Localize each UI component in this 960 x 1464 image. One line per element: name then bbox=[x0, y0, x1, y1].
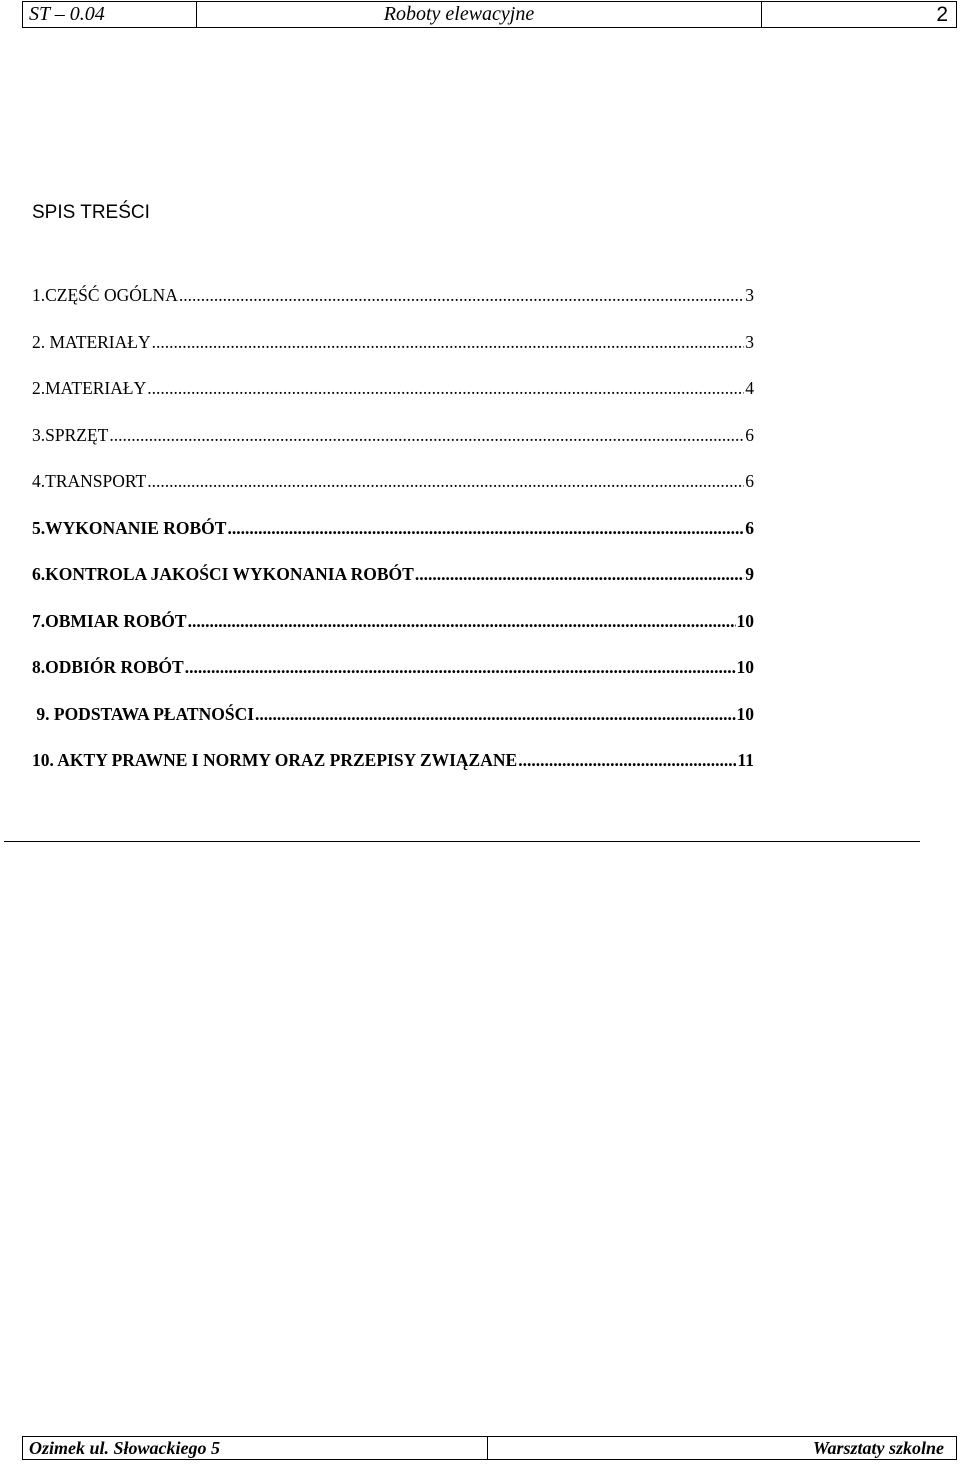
toc-entry[interactable] bbox=[32, 563, 754, 610]
dot-leader bbox=[109, 424, 744, 446]
footer-address: Ozimek ul. Słowackiego 5 bbox=[23, 1437, 488, 1459]
toc-entry-page: 6 bbox=[745, 471, 754, 491]
page-footer bbox=[22, 1436, 957, 1460]
toc-entry-label: 2.MATERIAŁY bbox=[32, 378, 147, 398]
dot-leader bbox=[147, 377, 744, 399]
toc-entry[interactable] bbox=[32, 331, 754, 378]
toc-entry-page: 3 bbox=[745, 285, 754, 305]
page-number: 2 bbox=[936, 2, 948, 26]
toc-entry[interactable] bbox=[32, 703, 754, 750]
table-of-contents bbox=[32, 284, 754, 796]
dot-leader bbox=[518, 749, 736, 771]
dot-leader bbox=[415, 563, 744, 585]
document-title: Roboty elewacyjne bbox=[197, 2, 762, 27]
page-header bbox=[22, 1, 957, 28]
toc-entry-label: 3.SPRZĘT bbox=[32, 424, 109, 445]
toc-entry[interactable] bbox=[32, 424, 754, 471]
toc-entry[interactable] bbox=[32, 377, 754, 424]
toc-entry-label: 8.ODBIÓR ROBÓT bbox=[32, 657, 184, 677]
dot-leader bbox=[227, 517, 744, 539]
toc-entry[interactable] bbox=[32, 656, 754, 703]
toc-entry[interactable] bbox=[32, 749, 754, 796]
footer-organization: Warsztaty szkolne bbox=[812, 1437, 944, 1458]
toc-entry-page: 4 bbox=[745, 378, 754, 398]
toc-entry-page: 3 bbox=[745, 331, 754, 352]
dot-leader bbox=[179, 284, 744, 306]
toc-entry[interactable] bbox=[32, 610, 754, 657]
toc-entry[interactable] bbox=[32, 284, 754, 331]
horizontal-divider bbox=[4, 841, 920, 842]
toc-entry-page: 6 bbox=[745, 424, 754, 445]
toc-entry[interactable] bbox=[32, 470, 754, 517]
toc-entry-label: 7.OBMIAR ROBÓT bbox=[32, 610, 187, 631]
toc-entry-label: 5.WYKONANIE ROBÓT bbox=[32, 517, 227, 538]
toc-heading: SPIS TREŚCI bbox=[32, 202, 150, 223]
toc-entry-label: 4.TRANSPORT bbox=[32, 471, 147, 491]
toc-entry-label: 10. AKTY PRAWNE I NORMY ORAZ PRZEPISY ZWIĄZANE bbox=[32, 750, 518, 770]
dot-leader bbox=[147, 470, 744, 492]
dot-leader bbox=[185, 656, 736, 678]
dot-leader bbox=[188, 610, 736, 632]
document-code: ST – 0.04 bbox=[23, 2, 197, 27]
toc-entry-page: 11 bbox=[737, 750, 754, 770]
toc-entry-label: 2. MATERIAŁY bbox=[32, 331, 151, 352]
toc-entry-label: 6.KONTROLA JAKOŚCI WYKONANIA ROBÓT bbox=[32, 564, 414, 584]
toc-entry-page: 10 bbox=[736, 657, 754, 677]
toc-entry[interactable] bbox=[32, 517, 754, 564]
toc-entry-page: 6 bbox=[745, 517, 754, 538]
toc-entry-page: 10 bbox=[736, 610, 754, 631]
dot-leader bbox=[255, 703, 735, 725]
toc-entry-label: 1.CZĘŚĆ OGÓLNA bbox=[32, 285, 178, 305]
toc-entry-page: 9 bbox=[745, 564, 754, 584]
toc-entry-page: 10 bbox=[736, 703, 754, 724]
toc-entry-label: 9. PODSTAWA PŁATNOŚCI bbox=[32, 703, 255, 724]
dot-leader bbox=[152, 331, 745, 353]
